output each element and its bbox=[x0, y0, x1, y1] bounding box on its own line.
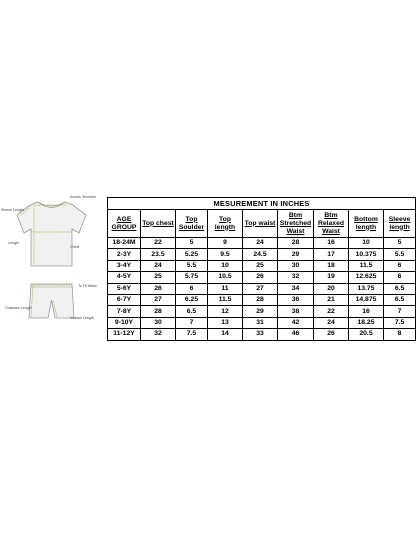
label-across-shoulder: Across Shoulder bbox=[70, 195, 97, 199]
measurement-cell: 30 bbox=[141, 317, 176, 328]
measurement-cell: 6 bbox=[176, 283, 208, 294]
measurement-cell: 34 bbox=[278, 283, 314, 294]
measurement-cell: 19 bbox=[314, 272, 349, 283]
age-group-cell: 2-3Y bbox=[108, 249, 141, 260]
measurement-cell: 6 bbox=[384, 260, 416, 271]
measurement-cell: 9.5 bbox=[208, 249, 243, 260]
table-row bbox=[108, 283, 416, 294]
measurement-cell: 5 bbox=[384, 238, 416, 249]
measurement-cell: 11.5 bbox=[349, 260, 384, 271]
table-row bbox=[108, 260, 416, 271]
measurement-cell: 5.75 bbox=[176, 272, 208, 283]
measurement-cell: 16 bbox=[314, 238, 349, 249]
table-row bbox=[108, 306, 416, 317]
measurement-cell: 6.25 bbox=[176, 294, 208, 305]
measurement-cell: 10 bbox=[208, 260, 243, 271]
measurement-cell: 7.5 bbox=[384, 317, 416, 328]
label-inseam-length: Inseam Length bbox=[70, 316, 94, 320]
measurement-cell: 24.5 bbox=[243, 249, 278, 260]
shorts-shape bbox=[29, 284, 74, 318]
table-row bbox=[108, 249, 416, 260]
table-row bbox=[108, 317, 416, 328]
measurement-cell: 29 bbox=[278, 249, 314, 260]
measurement-cell: 7 bbox=[176, 317, 208, 328]
measurement-cell: 6.5 bbox=[176, 306, 208, 317]
table-body bbox=[108, 238, 416, 341]
measurement-cell: 5.5 bbox=[176, 260, 208, 271]
measurement-cell: 11.5 bbox=[208, 294, 243, 305]
measurement-cell: 32 bbox=[141, 329, 176, 340]
label-chest: Chest bbox=[70, 245, 80, 249]
measurement-cell: 42 bbox=[278, 317, 314, 328]
size-chart bbox=[107, 197, 415, 341]
measurement-cell: 18.25 bbox=[349, 317, 384, 328]
column-header: Bottom length bbox=[349, 210, 384, 238]
measurement-cell: 31 bbox=[243, 317, 278, 328]
measurement-cell: 30 bbox=[278, 260, 314, 271]
measurement-cell: 13 bbox=[208, 317, 243, 328]
measurement-table bbox=[107, 197, 416, 341]
column-header: AGE GROUP bbox=[108, 210, 141, 238]
table-row bbox=[108, 238, 416, 249]
measurement-cell: 14 bbox=[208, 329, 243, 340]
measurement-cell: 24 bbox=[243, 238, 278, 249]
column-header: Btm Relaxed Waist bbox=[314, 210, 349, 238]
measurement-cell: 29 bbox=[243, 306, 278, 317]
measurement-cell: 6.5 bbox=[384, 283, 416, 294]
measurement-cell: 16 bbox=[349, 306, 384, 317]
measurement-cell: 18 bbox=[314, 260, 349, 271]
measurement-cell: 21 bbox=[314, 294, 349, 305]
measurement-cell: 32 bbox=[278, 272, 314, 283]
column-header: Top length bbox=[208, 210, 243, 238]
age-group-cell: 18-24M bbox=[108, 238, 141, 249]
column-header: Top waist bbox=[243, 210, 278, 238]
measurement-cell: 27 bbox=[243, 283, 278, 294]
age-group-cell: 3-4Y bbox=[108, 260, 141, 271]
measurement-cell: 28 bbox=[278, 238, 314, 249]
measurement-cell: 11 bbox=[208, 283, 243, 294]
measurement-cell: 7.5 bbox=[176, 329, 208, 340]
label-length: Length bbox=[8, 241, 19, 245]
table-row bbox=[108, 329, 416, 340]
measurement-cell: 17 bbox=[314, 249, 349, 260]
age-group-cell: 7-8Y bbox=[108, 306, 141, 317]
table-row bbox=[108, 272, 416, 283]
measurement-cell: 10.5 bbox=[208, 272, 243, 283]
table-row bbox=[108, 294, 416, 305]
measurement-cell: 5 bbox=[176, 238, 208, 249]
measurement-cell: 20.5 bbox=[349, 329, 384, 340]
age-group-cell: 9-10Y bbox=[108, 317, 141, 328]
measurement-cell: 22 bbox=[141, 238, 176, 249]
measurement-cell: 24 bbox=[141, 260, 176, 271]
tshirt-shape bbox=[17, 202, 86, 266]
age-group-cell: 6-7Y bbox=[108, 294, 141, 305]
measurement-cell: 12.625 bbox=[349, 272, 384, 283]
measurement-cell: 22 bbox=[314, 306, 349, 317]
garment-illustration bbox=[0, 188, 106, 353]
measurement-cell: 25 bbox=[243, 260, 278, 271]
measurement-cell: 36 bbox=[278, 294, 314, 305]
measurement-cell: 27 bbox=[141, 294, 176, 305]
measurement-cell: 28 bbox=[141, 306, 176, 317]
measurement-cell: 10 bbox=[349, 238, 384, 249]
measurement-cell: 13.75 bbox=[349, 283, 384, 294]
measurement-cell: 24 bbox=[314, 317, 349, 328]
measurement-cell: 20 bbox=[314, 283, 349, 294]
measurement-cell: 8 bbox=[384, 329, 416, 340]
table-title: MESUREMENT IN INCHES bbox=[108, 198, 416, 210]
measurement-cell: 33 bbox=[243, 329, 278, 340]
measurement-cell: 28 bbox=[243, 294, 278, 305]
label-to-fit-waist: To Fit Waist bbox=[78, 284, 97, 288]
column-header: Sleeve length bbox=[384, 210, 416, 238]
measurement-cell: 5.5 bbox=[384, 249, 416, 260]
measurement-cell: 9 bbox=[208, 238, 243, 249]
header-row bbox=[108, 210, 416, 238]
age-group-cell: 5-6Y bbox=[108, 283, 141, 294]
measurement-cell: 6 bbox=[384, 272, 416, 283]
measurement-cell: 23.5 bbox=[141, 249, 176, 260]
size-guide-diagram bbox=[0, 188, 106, 353]
measurement-cell: 46 bbox=[278, 329, 314, 340]
measurement-cell: 14.875 bbox=[349, 294, 384, 305]
measurement-cell: 26 bbox=[141, 283, 176, 294]
measurement-cell: 25 bbox=[141, 272, 176, 283]
age-group-cell: 4-5Y bbox=[108, 272, 141, 283]
measurement-cell: 38 bbox=[278, 306, 314, 317]
measurement-cell: 26 bbox=[243, 272, 278, 283]
label-sleeve-length: Sleeve Length bbox=[1, 208, 24, 212]
measurement-cell: 5.25 bbox=[176, 249, 208, 260]
measurement-cell: 10.375 bbox=[349, 249, 384, 260]
measurement-cell: 26 bbox=[314, 329, 349, 340]
column-header: Top chest bbox=[141, 210, 176, 238]
column-header: Top Soulder bbox=[176, 210, 208, 238]
age-group-cell: 11-12Y bbox=[108, 329, 141, 340]
measurement-cell: 12 bbox=[208, 306, 243, 317]
measurement-cell: 6.5 bbox=[384, 294, 416, 305]
label-outseam-length: Outseam Length bbox=[5, 306, 32, 310]
column-header: Btm Stretched Waist bbox=[278, 210, 314, 238]
measurement-cell: 7 bbox=[384, 306, 416, 317]
